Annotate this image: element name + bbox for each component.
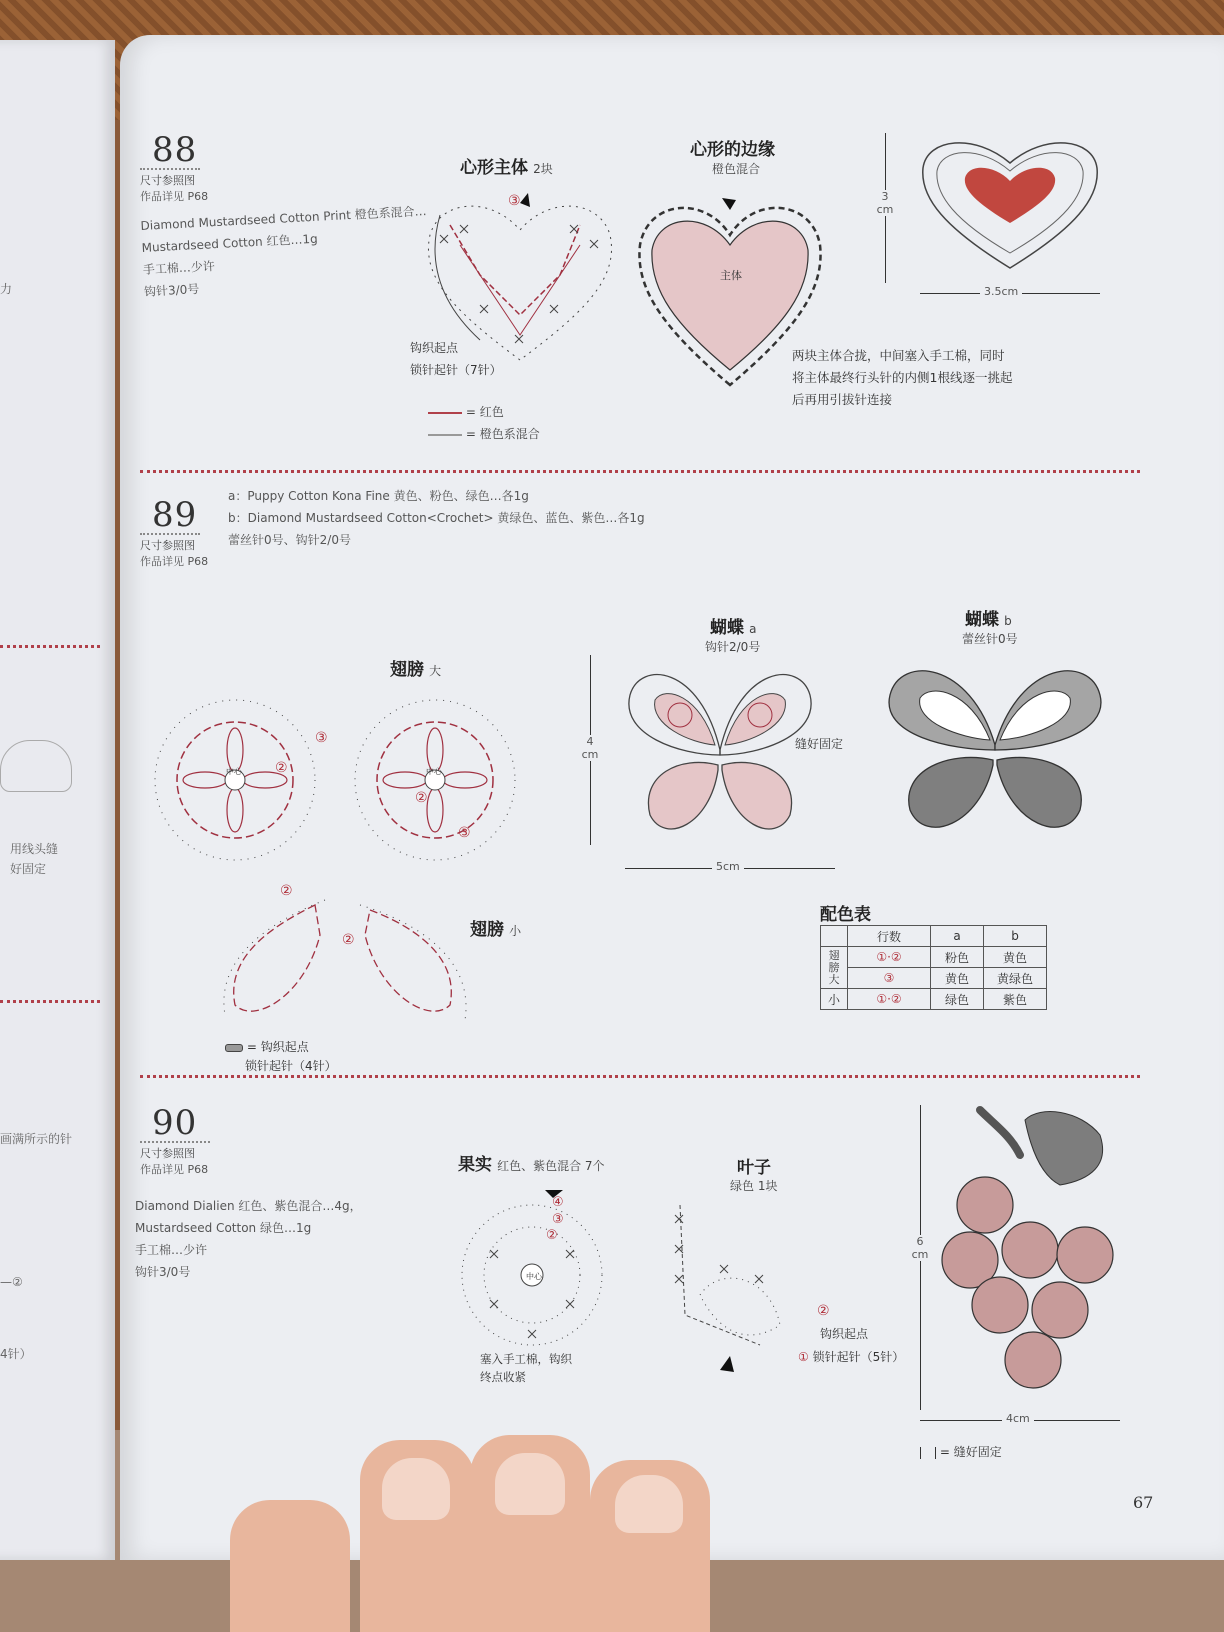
- finger: [590, 1460, 710, 1632]
- leaf-subtitle: 绿色 1块: [730, 1179, 778, 1193]
- legend-red-label: = 红色: [465, 405, 504, 419]
- finished-heart-illustration: [915, 133, 1105, 273]
- heart-edge-title: 心形的边缘: [690, 140, 775, 160]
- wing-label: 翅膀: [828, 948, 840, 974]
- center-label: 中心: [526, 1272, 542, 1281]
- row-marker-2: ②: [546, 1228, 558, 1243]
- material-line: 钩针3/0号: [135, 1265, 191, 1279]
- material-line: Mustardseed Cotton 绿色…1g: [135, 1221, 312, 1235]
- start-legend-line-2: 锁针起针（4针）: [245, 1059, 337, 1073]
- table-cell: ③: [848, 968, 931, 989]
- work-ref-label: 作品详见 P68: [140, 555, 209, 568]
- material-line: 手工棉…少许: [142, 259, 216, 277]
- butterfly-a-heading: [710, 613, 756, 638]
- sew-fix-label: = 缝好固定: [939, 1445, 1002, 1459]
- left-page-fragment: 4针）: [0, 1347, 32, 1361]
- big-label: 大: [828, 972, 840, 986]
- row-marker-2: ②: [415, 790, 428, 806]
- fingernail: [495, 1453, 565, 1515]
- color-table-title: 配色表: [820, 905, 871, 925]
- left-page-separator: [0, 645, 100, 648]
- wing-small-chart-left: [215, 895, 335, 1035]
- table-cell: ①·②: [848, 989, 931, 1010]
- table-cell: 紫色: [984, 989, 1047, 1010]
- note-line: 两块主体合拢，中间塞入手工棉，同时: [792, 348, 1005, 363]
- fingernail: [615, 1475, 683, 1533]
- start-legend-line: = 钩织起点: [246, 1040, 309, 1054]
- material-line: 钩针3/0号: [143, 282, 200, 299]
- wing-large-chart-left: [145, 690, 325, 870]
- row-marker-3: ③: [458, 825, 471, 841]
- wing-big-row-label: [821, 947, 848, 989]
- row-marker-3: ③: [552, 1212, 564, 1227]
- note-line: 后再用引拔针连接: [792, 392, 893, 407]
- fruit-title: 果实: [458, 1155, 492, 1175]
- butterfly-a-variant: a: [749, 622, 757, 636]
- color-table: [820, 925, 1047, 1010]
- materials-list-90: [135, 1195, 362, 1283]
- butterfly-b-heading: [965, 605, 1012, 630]
- wing-large-size: 大: [429, 664, 442, 678]
- wing-small-heading: [470, 915, 521, 940]
- note-line: 将主体最终行头针的内侧1根线逐一挑起: [792, 370, 1013, 385]
- fruit-note-line: 终点收紧: [480, 1370, 526, 1384]
- start-label: [410, 337, 502, 381]
- size-ref-label: 尺寸参照图: [140, 168, 200, 188]
- height-dimension-label: 4 cm: [578, 735, 602, 761]
- grape-illustration: [940, 1105, 1140, 1405]
- left-page-fragment: 画满所示的针: [0, 1132, 73, 1146]
- wing-large-chart-right: [345, 690, 525, 870]
- fruit-note-line: 塞入手工棉，钩织: [480, 1352, 572, 1366]
- small-row-label: 小: [821, 989, 848, 1010]
- table-row: [821, 968, 1047, 989]
- butterfly-a-title: 蝴蝶: [710, 618, 744, 638]
- butterfly-a-illustration: [620, 655, 820, 855]
- table-cell: 黄色: [931, 968, 984, 989]
- wing-small-title: 翅膀: [470, 920, 504, 940]
- width-dimension-label: 4cm: [1002, 1412, 1034, 1425]
- height-dimension-label: 3 cm: [873, 190, 897, 216]
- row-marker-2: ②: [817, 1303, 830, 1319]
- legend-orange: [428, 425, 540, 442]
- left-page: [0, 40, 115, 1560]
- finger: [360, 1440, 475, 1632]
- book-page: [120, 35, 1224, 1560]
- wing-small-chart-right: [350, 895, 480, 1035]
- left-page-separator: [0, 1000, 100, 1003]
- work-ref-label: 作品详见 P68: [140, 190, 209, 203]
- left-page-fragment: 力: [0, 282, 13, 296]
- material-line: Diamond Dialien 红色、紫色混合…4g，: [135, 1199, 362, 1213]
- legend-orange-swatch: [428, 434, 462, 436]
- sew-fix-legend: [920, 1443, 1002, 1460]
- center-label: 中心: [426, 767, 442, 776]
- sew-fix-label: 缝好固定: [795, 737, 844, 751]
- legend-red-swatch: [428, 412, 462, 414]
- table-header-cell: [821, 926, 848, 947]
- size-ref-label: 尺寸参照图: [140, 533, 200, 553]
- table-header-row: [821, 926, 1047, 947]
- left-page-fragment: —②: [0, 1275, 23, 1289]
- leaf-chart: [660, 1195, 810, 1385]
- finger: [470, 1435, 590, 1632]
- table-cell: ①·②: [848, 947, 931, 968]
- fruit-subtitle: 红色、紫色混合 7个: [497, 1159, 605, 1173]
- start-label-line: 钩织起点: [410, 341, 459, 355]
- material-line: 手工棉…少许: [135, 1243, 208, 1257]
- table-header-cell: a: [931, 926, 984, 947]
- fruit-chart: [460, 1180, 605, 1360]
- heart-body-title: 心形主体: [460, 158, 528, 178]
- wing-large-title: 翅膀: [390, 660, 424, 680]
- table-cell: 黄色: [984, 947, 1047, 968]
- fruit-note: [480, 1350, 572, 1386]
- heart-body-qty: 2块: [533, 162, 553, 176]
- left-page-fragment: 好固定: [10, 862, 47, 876]
- pattern-number-88: 88: [152, 130, 198, 170]
- pattern-number-89: 89: [152, 495, 198, 535]
- fruit-heading: [458, 1150, 605, 1175]
- table-cell: 绿色: [931, 989, 984, 1010]
- sew-mark-icon: [920, 1447, 936, 1459]
- heart-body-heading: [460, 153, 553, 178]
- butterfly-b-hook: 蕾丝针0号: [962, 632, 1018, 646]
- leaf-start-line-1: 钩织起点: [820, 1327, 869, 1341]
- heart-edge-subtitle: 橙色混合: [712, 162, 761, 176]
- leaf-title: 叶子: [737, 1158, 771, 1178]
- leaf-start-text: 锁针起针（5针）: [812, 1350, 905, 1364]
- fingernail: [382, 1458, 450, 1520]
- left-page-fragment: 用线头缝: [10, 842, 59, 856]
- row-marker-1: ①: [798, 1350, 809, 1364]
- materials-list-89: [228, 485, 645, 551]
- leaf-start-line-2: [798, 1348, 904, 1365]
- material-line: a：Puppy Cotton Kona Fine 黄色、粉色、绿色…各1g: [228, 489, 529, 503]
- row-marker-2: ②: [342, 932, 355, 948]
- heart-body-label: 主体: [720, 269, 742, 282]
- height-dimension-label: 6 cm: [908, 1235, 932, 1261]
- chain-start-icon: [225, 1044, 243, 1052]
- work-ref-label: 作品详见 P68: [140, 1163, 209, 1176]
- legend-orange-label: = 橙色系混合: [465, 427, 540, 441]
- width-dimension-label: 5cm: [712, 860, 744, 873]
- center-label: 中心: [226, 767, 242, 776]
- butterfly-b-illustration: [880, 650, 1110, 850]
- pattern-number-90: 90: [152, 1103, 198, 1143]
- row-marker-2: ②: [275, 760, 288, 776]
- start-legend-89: [225, 1038, 309, 1055]
- material-line: b：Diamond Mustardseed Cotton<Crochet> 黄绿色、蓝色、紫色…各1g: [228, 511, 645, 525]
- thumb: [230, 1500, 350, 1632]
- size-ref-label: 尺寸参照图: [140, 1141, 210, 1161]
- wing-small-size: 小: [509, 924, 522, 938]
- table-header-cell: b: [984, 926, 1047, 947]
- material-line: 蕾丝针0号、钩针2/0号: [228, 533, 351, 547]
- section-separator: [140, 470, 1140, 473]
- row-marker-3: ③: [315, 730, 328, 746]
- assembly-note: [792, 345, 1012, 411]
- wing-large-heading: [390, 655, 441, 680]
- table-header-cell: 行数: [848, 926, 931, 947]
- material-line: Mustardseed Cotton 红色…1g: [141, 231, 319, 255]
- row-marker-3: ③: [508, 193, 521, 209]
- legend-red: [428, 403, 504, 420]
- table-row: [821, 947, 1047, 968]
- start-label-line: 锁针起针（7针）: [410, 363, 502, 377]
- page-number: 67: [1133, 1493, 1154, 1512]
- materials-list-88: [140, 200, 431, 303]
- left-page-drawing: [0, 740, 72, 792]
- section-separator: [140, 1075, 1140, 1078]
- butterfly-b-title: 蝴蝶: [965, 610, 999, 630]
- butterfly-b-variant: b: [1004, 614, 1012, 628]
- table-row: [821, 989, 1047, 1010]
- table-cell: 黄绿色: [984, 968, 1047, 989]
- butterfly-a-hook: 钩针2/0号: [705, 640, 761, 654]
- width-dimension-label: 3.5cm: [980, 285, 1022, 298]
- row-marker-4: ④: [552, 1195, 564, 1210]
- material-line: Diamond Mustardseed Cotton Print 橙色系混合…: [140, 204, 427, 233]
- row-marker-2: ②: [280, 883, 293, 899]
- table-cell: 粉色: [931, 947, 984, 968]
